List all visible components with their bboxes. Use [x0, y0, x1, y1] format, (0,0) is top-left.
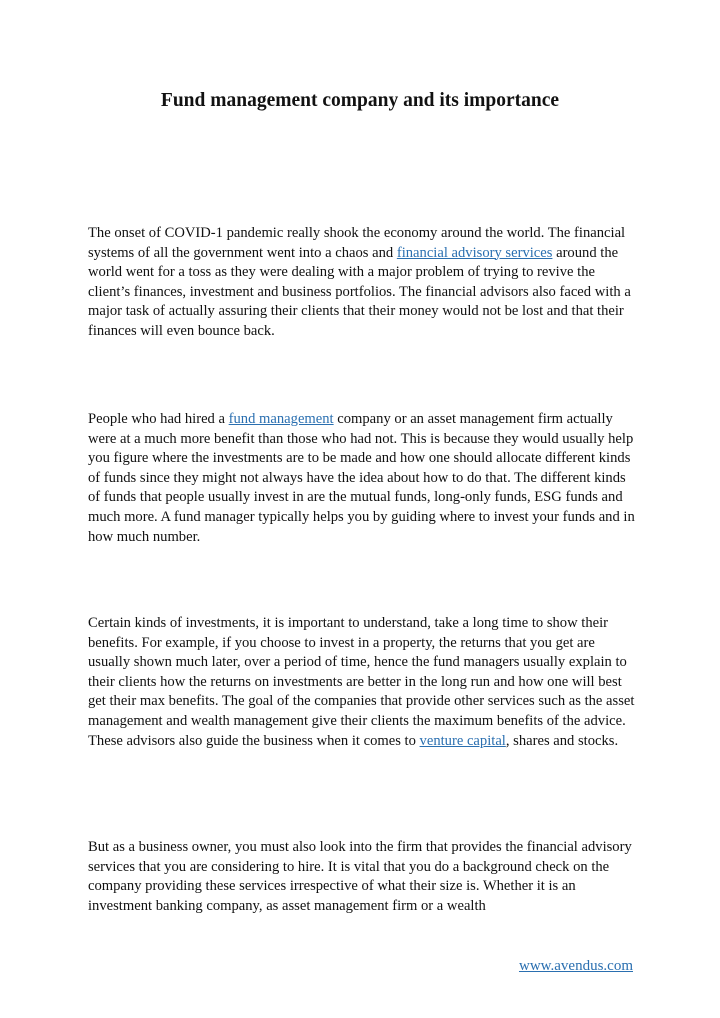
paragraph-2-text-after: company or an asset management firm actually were at a much more benefit than those who had not. This is because they would usually help you figure where the investments are to be made and how one should allocate different kinds of funds since they might not always have the idea about how to do that. The different kinds of funds that people usually invest in are the mutual funds, long-only funds, ESG funds and much more. A fund manager typically helps you by guiding where to invest your funds and in how much number. [88, 411, 635, 545]
paragraph-2 [88, 410, 636, 547]
fund-management-link[interactable]: fund management [228, 411, 334, 427]
footer-website-link[interactable]: www.avendus.com [518, 958, 633, 974]
venture-capital-link[interactable]: venture capital [419, 732, 506, 749]
paragraph-3-text-before: Certain kinds of investments, it is important to understand, take a long time to show their benefits. For example, if you choose to invest in a property, the returns that you get are usually shown much later, over a period of time, hence the fund managers usually explain to their clients how the returns on investments are better in the long run and how one will best get their max benefits. The goal of the companies that provide other services such as the asset management and wealth management give their clients the maximum benefits of the advice. These advisors also guide the business when it comes to [88, 615, 635, 749]
paragraph-1-text-before: The onset of COVID-1 pandemic really shook the economy around the world. The financial systems of all the government went into a chaos and [88, 225, 626, 261]
document-title: Fund management company and its importance [160, 90, 560, 111]
paragraph-3-text-after: , shares and stocks. [505, 732, 619, 749]
paragraph-2-text-before: People who had hired a [88, 411, 229, 427]
paragraph-1 [88, 224, 636, 342]
paragraph-1-text-after: around the world went for a toss as they were dealing with a major problem of trying to revive the client’s finances, investment and business portfolios. The financial advisors also faced with a major task of actually assuring their clients that their money would not be lost and that their finances will even bounce back. [88, 244, 631, 339]
paragraph-3 [88, 614, 636, 751]
paragraph-4: But as a business owner, you must also look into the firm that provides the financial advisory services that you are considering to hire. It is vital that you do a background check on the company providing these services irrespective of what their size is. Whether it is an investment banking company, as asset management firm or a wealth [88, 839, 632, 914]
financial-advisory-services-link[interactable]: financial advisory services [396, 244, 553, 261]
